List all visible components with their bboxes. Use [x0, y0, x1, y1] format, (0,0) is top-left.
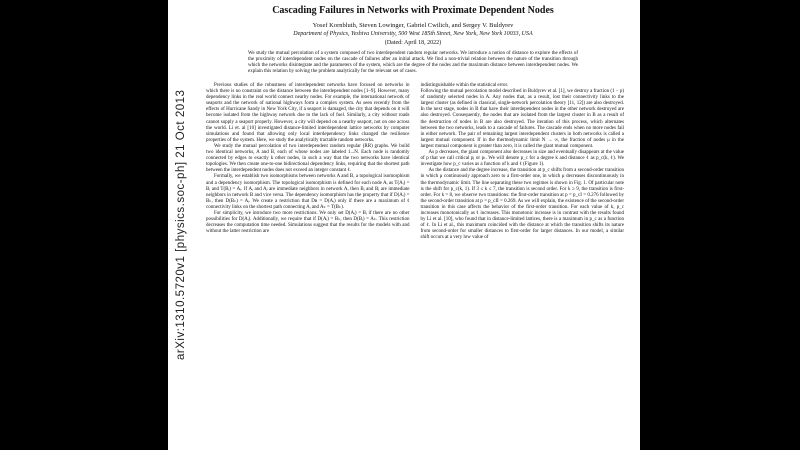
paragraph: indistinguishable within the statistical error.: [420, 83, 509, 88]
paper-body: [168, 83, 640, 241]
arxiv-stamp: arXiv:1310.5720v1 [physics.soc-ph] 21 Oct 2013: [175, 89, 187, 361]
paragraph: Following the mutual percolation model described in Buldyrev et al. [1], we destroy a fraction (1 − p) of randomly selected nodes in A. Any nodes that, as a result, lost their connectivity links to the largest cluster (as defined in classical, single-network percolation theory [11, 12]) are also destroyed. In the next stage, nodes in B that have their interdependent nodes in the other network destroyed are also destroyed. Consequently, the nodes that are isolated from the largest cluster in B as a result of the destruction of nodes in B are also destroyed. The iteration of this process, which alternates between the two networks, leads to a cascade of failures. The cascade ends when no more nodes fail in either network. The pair of remaining largest interdependent clusters in both networks is called a largest mutual component. If in the thermodynamic limit N → ∞, the fraction of nodes μ in the largest mutual component is greater than zero, it is called the giant mutual component.: [420, 89, 624, 149]
paper-affiliation: Department of Physics, Yeshiva University, 500 West 185th Street, New York, New York 10033, USA: [293, 31, 533, 37]
right-column: [421, 83, 625, 241]
paper-authors: Yosef Kornbluth, Steven Lowinger, Gabriel Cwilich, and Sergey V. Buldyrev: [312, 22, 514, 29]
paragraph: As the distance and the degree increase, the transition at p_c shifts from a second-order transition in which μ continuously approach zero to a first-order one, in which μ decreases discontinuously in the thermodynamic limit. The line separating these two regimes is shown in Fig. 1. Of particular note is the shift for p_c(k, 1). If 3 ≤ k ≤ 7, the transition is second order. For k ≥ 9, the transition is first-order. For k = 8, we observe two transitions: the first-order transition at p = p_cI = 0.276 followed by the second-order transition at p = p_cII = 0.269. As we will explain, the existence of the second-order transition in this case affects the behavior of the first-order transition. For each value of k, p_c increases monotonically as ℓ increases. This monotonic increase is in contrast with the results found by Li et al. [10], who found that in distance-limited lattices, there is a maximum in p_c as a function of ℓ. In Li et al., this maximum coincided with the distance at which the transition shifts its nature from second-order for smaller distances to first-order for larger distances. In our model, a similar shift occurs at a very low value of: [420, 168, 624, 241]
paper-header: [168, 0, 640, 75]
paragraph: As p decreases, the giant component also decreases in size and eventually disappears at the value of p that we call critical pⱼ or pₜ. We will denote p_c for a degree k and distance ℓ as p_c(k, ℓ). We investigate how p_c varies as a function of k and ℓ (Figure 1).: [420, 150, 624, 168]
paper-page: [168, 0, 640, 450]
paragraph: Formally, we establish two isomorphisms between networks A and B, a topological isomorphism and a dependency isomorphism. The topological isomorphism is defined for each node Aᵢ as T(Aᵢ) = Bᵢ and T(Bᵢ) = Aᵢ. If Aᵢ and Aⱼ are immediate neighbors in network A, then Bᵢ and Bⱼ are immediate neighbors in network B and vice versa. The dependency isomorphism has the property that if D(Aᵢ) = Bₖ, then D(Bₖ) = Aᵢ. We create a restriction that Dʙ = D(Aᵢ) only if there are a maximum of ℓ connectivity links on the shortest path connecting Aᵢ and Aₖ = T(Bₖ).: [206, 174, 410, 210]
paper-date: (Dated: April 18, 2022): [384, 40, 442, 46]
paragraph: We study the mutual percolation of two interdependent random regular (RR) graphs. We build two identical networks, A and B, each of whose nodes are labeled 1...N. Each node is randomly connected by edges to exactly k other nodes, in such a way that the two networks have identical topologies. We then create one-to-one bidirectional dependency links, requiring that the shortest path between the interdependent nodes does not exceed an integer constant ℓ.: [206, 143, 410, 174]
left-column: [206, 83, 410, 241]
paper-title: Cascading Failures in Networks with Proximate Dependent Nodes: [272, 5, 554, 16]
paper-abstract: We study the mutual percolation of a system composed of two interdependent random regular networks. We introduce a notion of distance to explore the effects of the proximity of interdependent nodes on the cascade of failures after an initial attack. We find a non-trivial relation between the nature of the transition through which the networks disintegrate and the parameters of the system, which are the degree of the nodes and the maximum distance between interdependent nodes. We explain this relation by solving the problem analytically for the relevant set of cases.: [248, 51, 578, 74]
paragraph: Previous studies of the robustness of interdependent networks have focused on networks in which there is no constraint on the distance between the interdependent nodes [1–9]. However, many dependency links in the real world connect nearby nodes. For example, the international network of seaports and the network of national highways form a complex system. As seen recently from the effects of Hurricane Sandy in New York City, if a seaport is damaged, the city that depends on it will become isolated from the highway network due to the lack of fuel. Similarly, a city without roads cannot supply a seaport properly. However, a city will depend on a nearby seaport, not on one across the world. Li et. al [10] investigated distance-limited interdependent lattice networks by computer simulations and found that allowing only local interdependency links changed the resilience properties of the system. Here, we study the analytically tractable random networks.: [206, 83, 410, 143]
paragraph: For simplicity, we introduce two more restrictions. We only set D(Aᵢ) = Bᵢ if there are no other possibilities for D(Aᵢ). Additionally, we require that if D(Aᵢ) = Bₖ, then D(Bᵢ) = Aₖ. This restriction decreases the computation time needed. Simulations suggest that the results for the models with and without the latter restriction are: [206, 210, 410, 235]
